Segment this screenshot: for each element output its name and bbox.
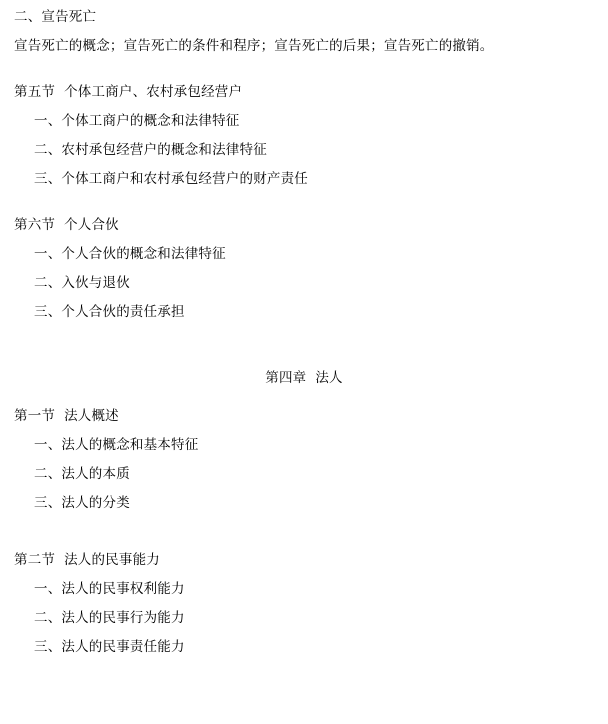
list-item: 三、个体工商户和农村承包经营户的财产责任 <box>34 171 308 187</box>
spacer <box>14 425 594 436</box>
spacer <box>14 321 594 349</box>
spacer <box>14 234 594 245</box>
spacer <box>14 569 594 580</box>
list-item: 一、个人合伙的概念和法律特征 <box>34 246 226 262</box>
top-spacer <box>14 0 594 8</box>
spacer <box>14 55 594 83</box>
spacer <box>14 627 594 638</box>
spacer <box>14 159 594 170</box>
list-item: 二、农村承包经营户的概念和法律特征 <box>34 142 267 158</box>
spacer <box>14 263 594 274</box>
spacer <box>14 101 594 112</box>
spacer <box>14 26 594 37</box>
spacer <box>14 454 594 465</box>
paragraph-body: 宣告死亡的概念；宣告死亡的条件和程序；宣告死亡的后果；宣告死亡的撤销。 <box>14 38 494 54</box>
list-item: 二、法人的民事行为能力 <box>34 610 185 626</box>
section-heading: 第五节 个体工商户、农村承包经营户 <box>14 84 243 100</box>
section-heading: 第一节 法人概述 <box>14 408 119 424</box>
list-item: 三、法人的民事责任能力 <box>34 639 185 655</box>
section-heading: 第六节 个人合伙 <box>14 217 119 233</box>
list-item: 一、法人的概念和基本特征 <box>34 437 199 453</box>
list-item: 三、个人合伙的责任承担 <box>34 304 185 320</box>
section-heading: 二、宣告死亡 <box>14 9 97 25</box>
list-item: 三、法人的分类 <box>34 495 130 511</box>
spacer <box>14 512 594 540</box>
chapter-title: 第四章 法人 <box>265 370 343 386</box>
list-item: 二、入伙与退伙 <box>34 275 130 291</box>
spacer <box>14 598 594 609</box>
spacer <box>14 130 594 141</box>
section-heading: 第二节 法人的民事能力 <box>14 552 160 568</box>
spacer <box>14 540 594 551</box>
spacer <box>14 387 594 407</box>
list-item: 一、法人的民事权利能力 <box>34 581 185 597</box>
spacer <box>14 188 594 216</box>
spacer <box>14 349 594 369</box>
spacer <box>14 292 594 303</box>
list-item: 二、法人的本质 <box>34 466 130 482</box>
spacer <box>14 483 594 494</box>
list-item: 一、个体工商户的概念和法律特征 <box>34 113 240 129</box>
